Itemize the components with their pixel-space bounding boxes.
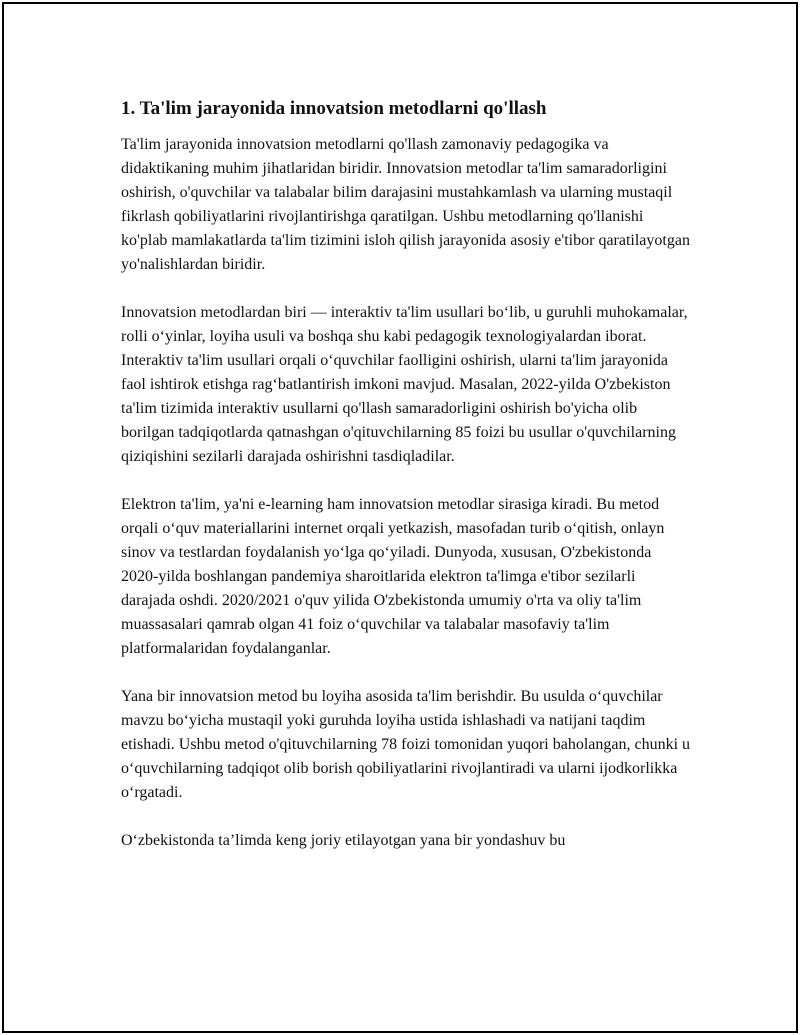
section-heading: 1. Ta'lim jarayonida innovatsion metodlarni qo'llash: [121, 98, 547, 119]
paragraph-e-learning: Elektron ta'lim, ya'ni e-learning ham innovatsion metodlar sirasiga kiradi. Bu metod orqali o‘quv materiallarini internet orqali yetkazish, masofadan turib o‘qitish, onlayn sinov va testlardan foydalanish yo‘lga qo‘yiladi. Dunyoda, xususan, O'zbekistonda 2020-yilda boshlangan pandemiya sharoitlarida elektron ta'limga e'tibor sezilarli darajada oshdi. 2020/2021 o'quv yilida O'zbekistonda umumiy o'rta va oliy ta'lim muassasalari qamrab olgan 41 foiz o‘quvchilar va talabalar masofaviy ta'lim platformalaridan foydalanganlar.: [121, 496, 665, 657]
paragraph-project-based: Yana bir innovatsion metod bu loyiha asosida ta'lim berishdir. Bu usulda o‘quvchilar mavzu bo‘yicha mustaqil yoki guruhda loyiha ustida ishlashadi va natijani taqdim etishadi. Ushbu metod o'qituvchilarning 78 foizi tomonidan yuqori baholangan, chunki u o‘quvchilarning tadqiqot olib borish qobiliyatlarini rivojlantiradi va ularni ijodkorlikka o‘rgatadi.: [121, 688, 691, 801]
paragraph-interactive-methods: Innovatsion metodlardan biri — interaktiv ta'lim usullari bo‘lib, u guruhli muhokamalar, rolli o‘yinlar, loyiha usuli va boshqa shu kabi pedagogik texnologiyalardan iborat. Interaktiv ta'lim usullari orqali o‘quvchilar faolligini oshirish, ularni ta'lim jarayonida faol ishtirok etishga rag‘batlantirish imkoni mavjud. Masalan, 2022-yilda O'zbekiston ta'lim tizimida interaktiv usullarni qo'llash samaradorligini oshirish bo'yicha olib borilgan tadqiqotlarda qatnashgan o'qituvchilarning 85 foizi bu usullar o'quvchilarning qiziqishini sezilarli darajada oshirishni tasdiqladilar.: [121, 304, 688, 465]
paragraph-continuation: O‘zbekistonda ta’limda keng joriy etilayotgan yana bir yondashuv bu: [121, 832, 566, 849]
document-body: [121, 96, 691, 877]
paragraph-intro: Ta'lim jarayonida innovatsion metodlarni qo'llash zamonaviy pedagogika va didaktikaning muhim jihatlaridan biridir. Innovatsion metodlar ta'lim samaradorligini oshirish, o'quvchilar va talabalar bilim darajasini mustahkamlash va ularning mustaqil fikrlash qobiliyatlarini rivojlantirishga qaratilgan. Ushbu metodlarning qo'llanishi ko'plab mamlakatlarda ta'lim tizimini isloh qilish jarayonida asosiy e'tibor qaratilayotgan yo'nalishlardan biridir.: [121, 136, 690, 273]
document-page: [2, 2, 798, 1033]
